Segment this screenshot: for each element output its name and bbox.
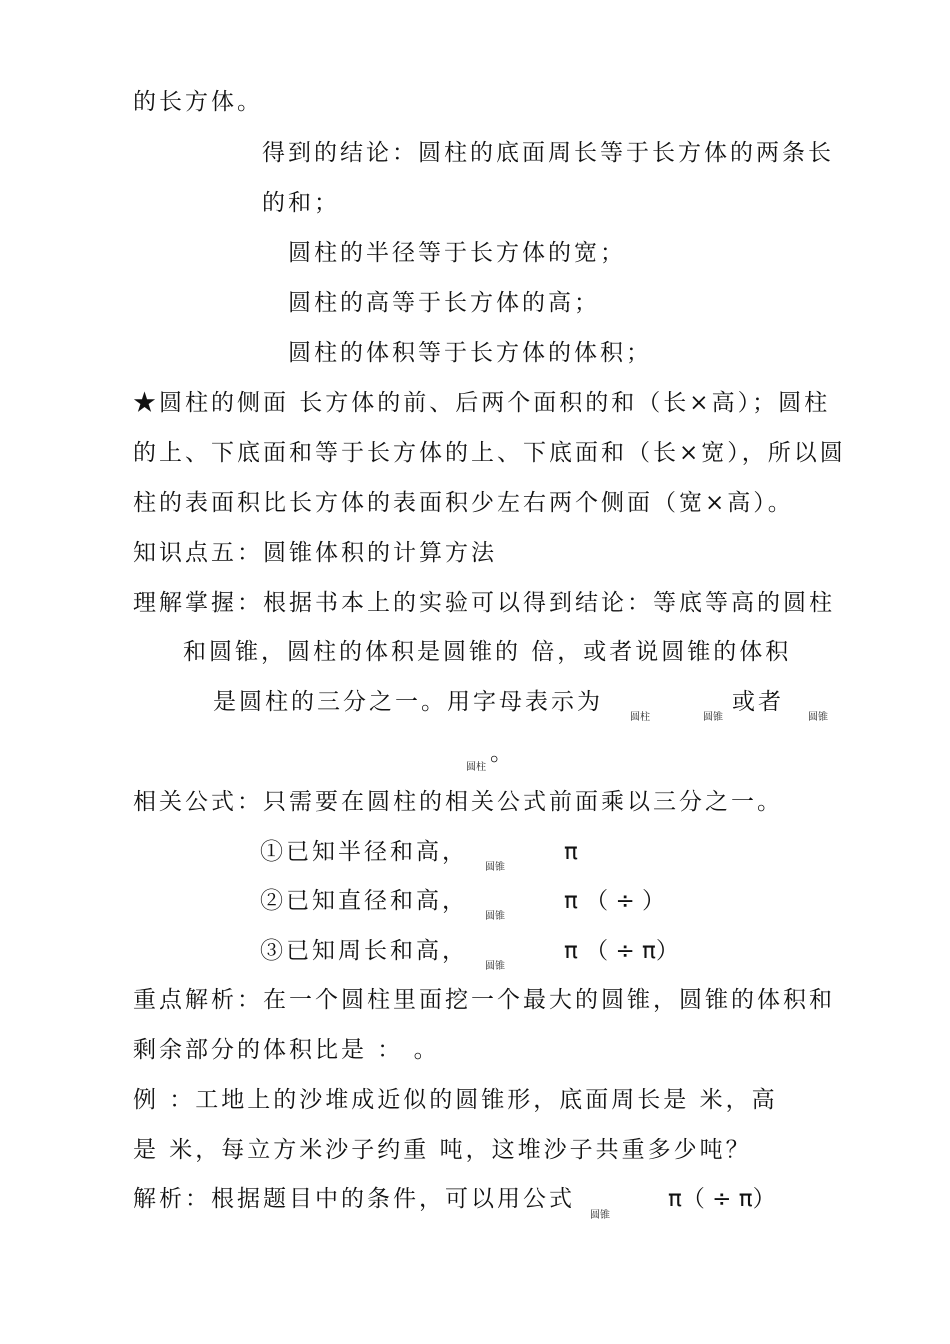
text-line: 是圆柱的三分之一。用字母表示为 — [213, 689, 603, 715]
subscript: 圆柱 — [466, 762, 486, 773]
text-line: 。 — [490, 740, 516, 766]
text-line: 剩余部分的体积比是 ： 。 — [133, 1037, 440, 1063]
text-line: 或者 — [732, 689, 784, 715]
formula: π （ ÷ ） — [564, 888, 666, 914]
text-line: ★圆柱的侧面 长方体的前、后两个面积的和（长×高）；圆柱 — [133, 390, 831, 416]
text-line: 的上、下底面和等于长方体的上、下底面和（长×宽），所以圆 — [133, 440, 846, 466]
subscript: 圆锥 — [703, 712, 723, 723]
text-line: 圆柱的高等于长方体的高； — [288, 290, 600, 316]
text-line: 圆柱的体积等于长方体的体积； — [288, 340, 652, 366]
text-line: 解析：根据题目中的条件，可以用公式 — [133, 1186, 575, 1212]
subscript: 圆锥 — [485, 862, 505, 873]
formula-label: ①已知半径和高， — [260, 839, 468, 865]
text-line: 圆柱的半径等于长方体的宽； — [288, 240, 626, 266]
text-line: 重点解析：在一个圆柱里面挖一个最大的圆锥，圆锥的体积和 — [133, 987, 835, 1013]
section-heading: 知识点五：圆锥体积的计算方法 — [133, 540, 497, 566]
formula: π — [564, 839, 578, 865]
text-line: 理解掌握：根据书本上的实验可以得到结论：等底等高的圆柱 — [133, 590, 835, 616]
text-line: 柱的表面积比长方体的表面积少左右两个侧面（宽×高）。 — [133, 490, 794, 516]
text-line: 相关公式：只需要在圆柱的相关公式前面乘以三分之一。 — [133, 789, 783, 815]
text-line: 得到的结论：圆柱的底面周长等于长方体的两条长 — [262, 140, 834, 166]
text-line: 和圆锥，圆柱的体积是圆锥的 倍，或者说圆锥的体积 — [183, 639, 792, 665]
subscript: 圆锥 — [485, 961, 505, 972]
text-line: 的和； — [262, 190, 340, 216]
text-line: 例 ：工地上的沙堆成近似的圆锥形，底面周长是 米，高 — [133, 1087, 778, 1113]
formula: π （ ÷ π） — [564, 938, 679, 964]
formula: π（ ÷ π） — [668, 1186, 776, 1212]
text-line: 的长方体。 — [133, 89, 263, 115]
formula-label: ③已知周长和高， — [260, 938, 468, 964]
text-line: 是 米，每立方米沙子约重 吨，这堆沙子共重多少吨？ — [133, 1137, 752, 1163]
subscript: 圆锥 — [808, 712, 828, 723]
subscript: 圆锥 — [590, 1210, 610, 1221]
formula-label: ②已知直径和高， — [260, 888, 468, 914]
subscript: 圆柱 — [630, 712, 650, 723]
subscript: 圆锥 — [485, 911, 505, 922]
